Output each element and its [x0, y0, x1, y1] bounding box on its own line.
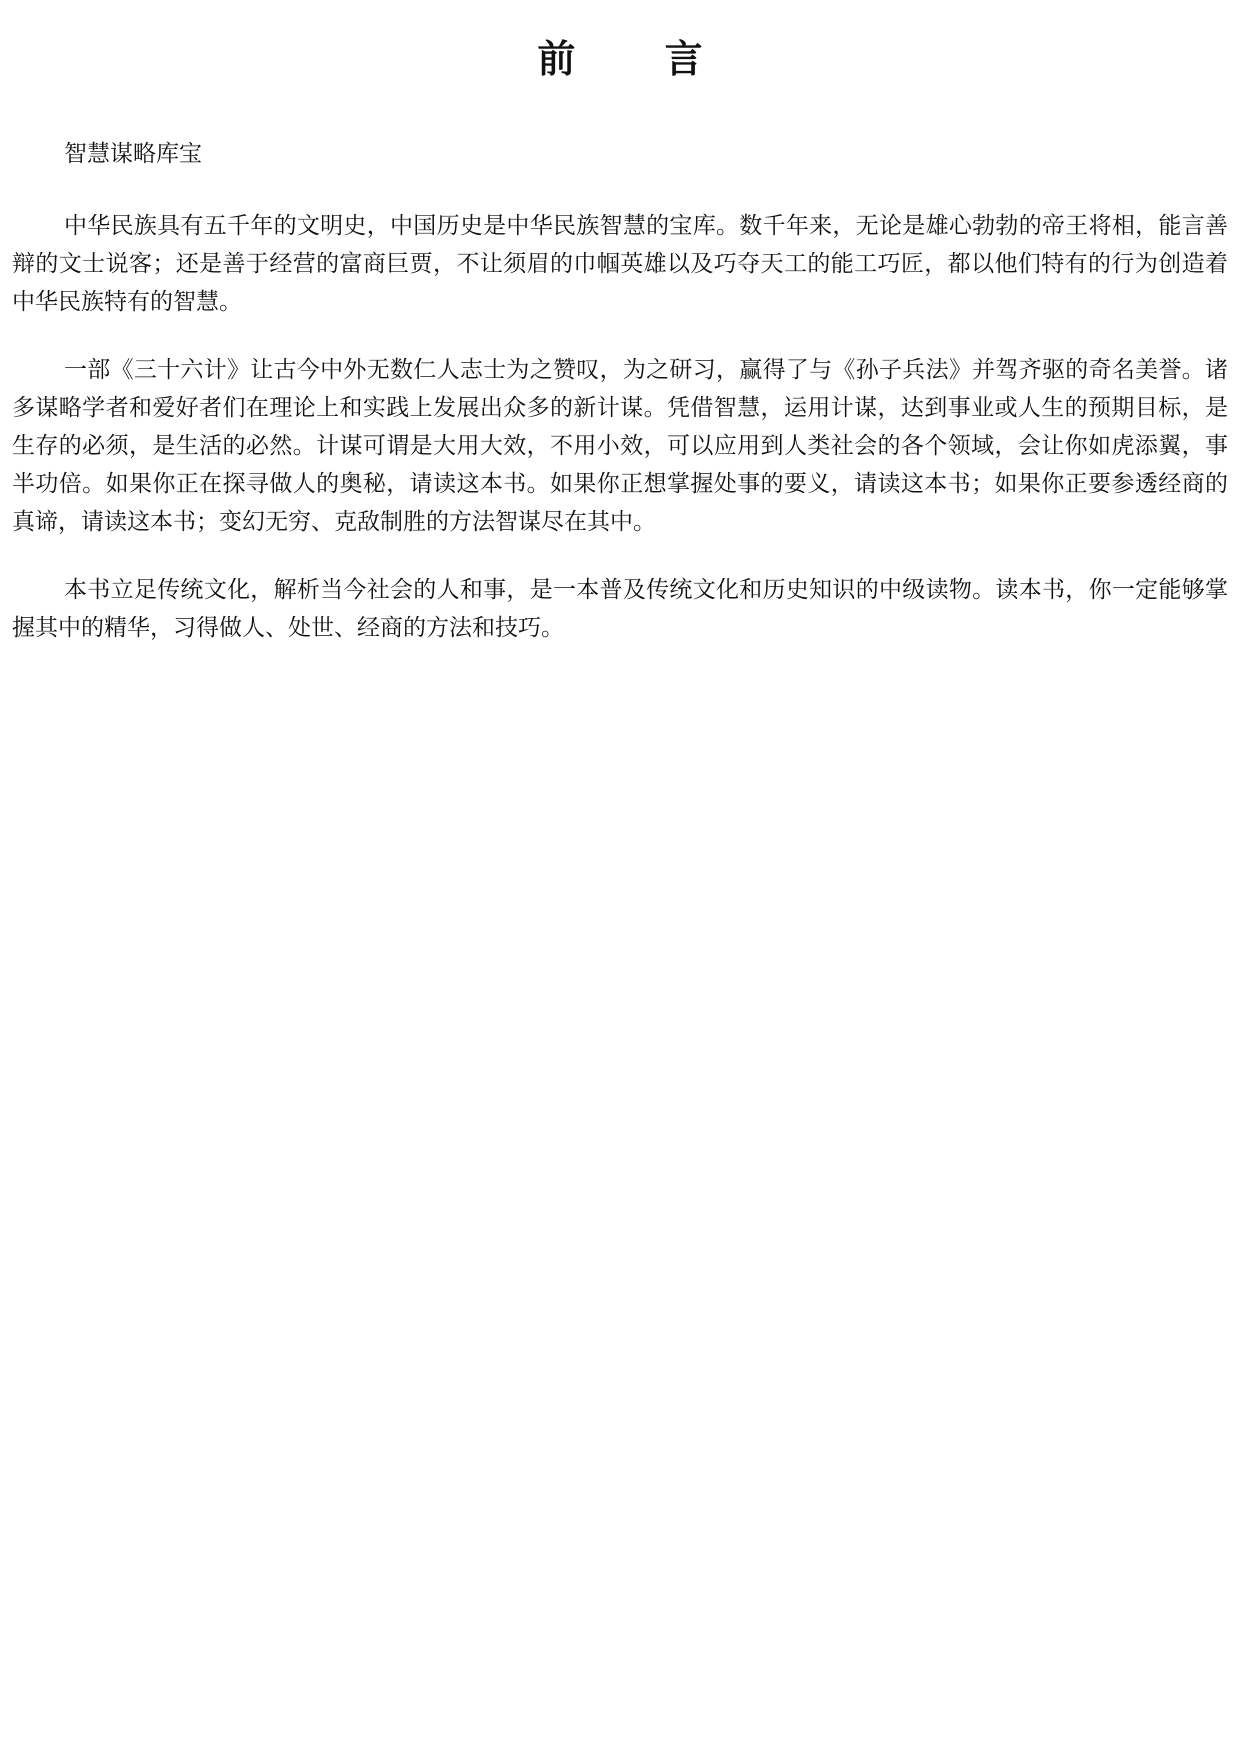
preface-subtitle: 智慧谋略库宝 [64, 141, 202, 167]
paragraph-book-purpose: 本书立足传统文化，解析当今社会的人和事，是一本普及传统文化和历史知识的中级读物。读本书，你一定能够掌握其中的精华，习得做人、处世、经商的方法和技巧。 [12, 577, 1228, 641]
page-title: 前 言 [537, 37, 741, 82]
paragraph-history: 中华民族具有五千年的文明史，中国历史是中华民族智慧的宝库。数千年来，无论是雄心勃勃的帝王将相，能言善辩的文士说客；还是善于经营的富商巨贾，不让须眉的巾帼英雄以及巧夺天工的能工巧匠，都以他们特有的行为创造着中华民族特有的智慧。 [12, 213, 1228, 315]
paragraph-thirty-six-strategies: 一部《三十六计》让古今中外无数仁人志士为之赞叹，为之研习，赢得了与《孙子兵法》并驾齐驱的奇名美誉。诸多谋略学者和爱好者们在理论上和实践上发展出众多的新计谋。凭借智慧，运用计谋，达到事业或人生的预期目标，是生存的必须，是生活的必然。计谋可谓是大用大效，不用小效，可以应用到人类社会的各个领域，会让你如虎添翼，事半功倍。如果你正在探寻做人的奥秘，请读这本书。如果你正想掌握处事的要义，请读这本书；如果你正要参透经商的真谛，请读这本书；变幻无穷、克敌制胜的方法智谋尽在其中。 [12, 357, 1228, 535]
preface-body [12, 135, 1228, 677]
